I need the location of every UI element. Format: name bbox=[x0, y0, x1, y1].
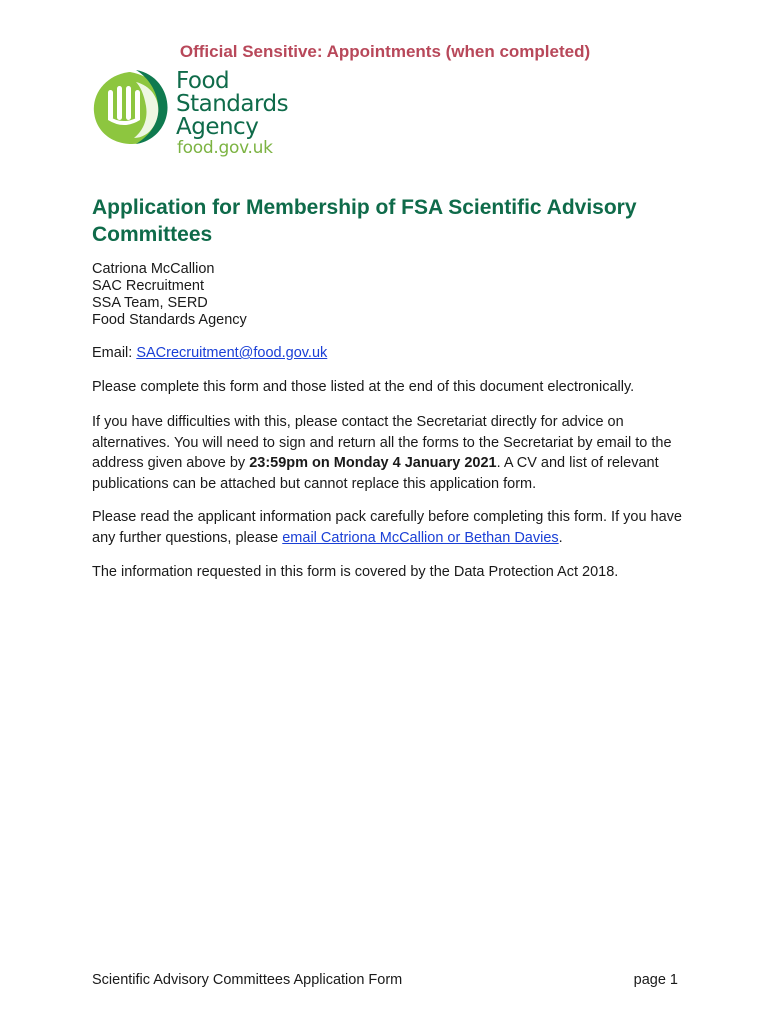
para-data-protection: The information requested in this form is covered by the Data Protection Act 2018. bbox=[92, 564, 619, 580]
contact-email-link[interactable]: email Catriona McCallion or Bethan Davies bbox=[282, 529, 559, 546]
para-difficulties-text: If you have difficulties with this, please contact the Secretariat directly for advice on alternatives. You will need to sign and return all the forms to the Secretariat by email to the address given above by bbox=[92, 414, 672, 471]
fork-leaf-icon bbox=[90, 68, 170, 148]
para-read-text: Please read the applicant information pack carefully before completing this form. If you have any further questions, please bbox=[92, 509, 682, 546]
logo-line-standards: Standards bbox=[176, 91, 289, 117]
para-read-end: . bbox=[558, 529, 563, 546]
logo-line-agency: Agency bbox=[176, 114, 259, 140]
footer-form-name: Scientific Advisory Committees Application Form bbox=[92, 972, 403, 988]
classification-banner: Official Sensitive: Appointments (when completed) bbox=[179, 42, 591, 61]
contact-address bbox=[92, 261, 247, 329]
document-title: Application for Membership of FSA Scientific Advisory Committees bbox=[92, 196, 637, 246]
address-line: Food Standards Agency bbox=[92, 312, 247, 328]
fsa-logo bbox=[90, 68, 300, 160]
para-difficulties bbox=[92, 412, 682, 494]
para-complete: Please complete this form and those listed at the end of this document electronically. bbox=[92, 379, 635, 395]
para-read-pack bbox=[92, 507, 682, 548]
logo-line-food: Food bbox=[176, 68, 230, 94]
deadline-text: 23:59pm on Monday 4 January 2021 bbox=[249, 455, 497, 471]
para-difficulties-text-end: . A CV and list of relevant publications can be attached but cannot replace this application form. bbox=[92, 455, 659, 492]
email-line bbox=[92, 343, 682, 364]
logo-wordmark bbox=[176, 70, 288, 139]
email-link[interactable]: SACrecruitment@food.gov.uk bbox=[136, 345, 328, 361]
address-line: Catriona McCallion bbox=[92, 261, 215, 277]
footer-page-number: page 1 bbox=[633, 972, 678, 988]
logo-url: food.gov.uk bbox=[177, 138, 273, 158]
address-line: SAC Recruitment bbox=[92, 278, 205, 294]
address-line: SSA Team, SERD bbox=[92, 295, 208, 311]
email-label: Email: bbox=[92, 345, 137, 361]
